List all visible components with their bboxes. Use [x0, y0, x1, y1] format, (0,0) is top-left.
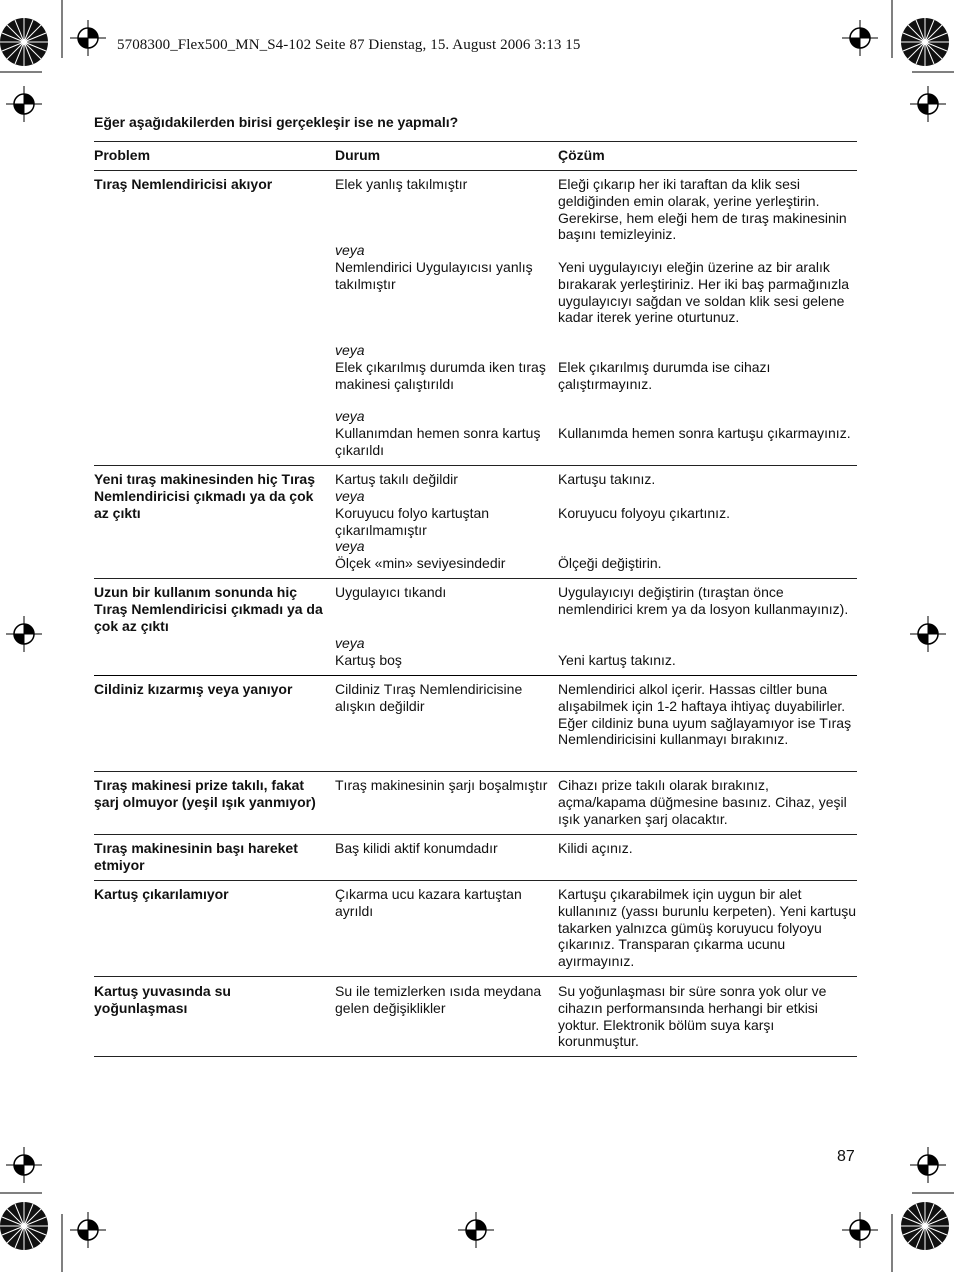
column-header-durum: Durum — [335, 147, 381, 163]
cozum-cell: Koruyucu folyoyu çıkartınız. — [558, 505, 730, 521]
table-rule — [94, 976, 857, 977]
durum-cell: Uygulayıcı tıkandı — [335, 584, 447, 600]
crosshair-mark — [70, 1212, 106, 1248]
cozum-cell: Kartuşu çıkarabilmek için uygun bir alet kullanınız (yassı burunlu kerpeten). Yeni kartuşu takarken yalnızca gümüş koruyucu folyoyu çıkarınız. Transparan çıkarma ucunu ayırmayınız. — [558, 886, 857, 970]
problem-cell: Kartuş yuvasında su yoğunlaşması — [94, 983, 231, 1016]
cozum-cell: Kullanımda hemen sonra kartuşu çıkarmayınız. — [558, 425, 851, 441]
registration-star-mark — [901, 1202, 949, 1250]
crosshair-mark — [910, 86, 946, 122]
column-header-problem: Problem — [94, 147, 151, 163]
table-rule — [94, 1056, 857, 1057]
cozum-cell: Kartuşu takınız. — [558, 471, 656, 487]
print-header: 5708300_Flex500_MN_S4-102 Seite 87 Dienstag, 15. August 2006 3:13 15 — [117, 37, 581, 53]
registration-star-mark — [901, 18, 949, 66]
veya-label: veya — [335, 242, 365, 258]
durum-cell: Kartuş boş — [335, 652, 402, 668]
crosshair-mark — [842, 1212, 878, 1248]
table-rule — [94, 578, 857, 579]
cozum-cell: Cihazı prize takılı olarak bırakınız, açma/kapama düğmesine basınız. Cihaz, yeşil ışık yanarken şarj olacaktır. — [558, 777, 847, 827]
cozum-cell: Yeni uygulayıcıyı eleğin üzerine az bir aralık bırakarak yerleştiriniz. Her iki baş parmağınızla uygulayıcıyı sağdan ve soldan klik sesi gelene kadar iterek yerine oturtunuz. — [558, 259, 849, 326]
durum-cell: Ölçek «min» seviyesindedir — [335, 555, 506, 571]
registration-star-mark — [0, 18, 48, 66]
column-header-cozum: Çözüm — [558, 147, 605, 163]
cozum-cell: Uygulayıcıyı değiştirin (tıraştan önce nemlendirici krem ya da losyon kullanmayınız). — [558, 584, 849, 617]
cozum-cell: Yeni kartuş takınız. — [558, 652, 676, 668]
crosshair-mark — [70, 20, 106, 56]
table-rule — [94, 675, 857, 676]
problem-cell: Tıraş makinesinin başı hareket etmiyor — [94, 840, 298, 873]
problem-cell: Kartuş çıkarılamıyor — [94, 886, 229, 902]
cozum-cell: Su yoğunlaşması bir süre sonra yok olur ve cihazın performansında herhangi bir etkisi yoktur. Elektronik bölüm suya karşı korunmuştur. — [558, 983, 827, 1050]
problem-cell: Tıraş Nemlendiricisi akıyor — [94, 176, 273, 192]
cozum-cell: Elek çıkarılmış durumda ise cihazı çalıştırmayınız. — [558, 359, 771, 392]
table-rule — [94, 880, 857, 881]
durum-cell: Çıkarma ucu kazara kartuştan ayrıldı — [335, 886, 522, 919]
veya-label: veya — [335, 488, 365, 504]
page-heading: Eğer aşağıdakilerden birisi gerçekleşir ise ne yapmalı? — [94, 114, 459, 130]
page-number: 87 — [837, 1148, 855, 1165]
crosshair-mark — [910, 1147, 946, 1183]
crosshair-mark — [910, 616, 946, 652]
table-rule — [94, 465, 857, 466]
durum-cell: Elek çıkarılmış durumda iken tıraş makinesi çalıştırıldı — [335, 359, 546, 392]
veya-label: veya — [335, 408, 365, 424]
durum-cell: Baş kilidi aktif konumdadır — [335, 840, 498, 856]
durum-cell: Kullanımdan hemen sonra kartuş çıkarıldı — [335, 425, 541, 458]
veya-label: veya — [335, 635, 365, 651]
problem-cell: Tıraş makinesi prize takılı, fakat şarj olmuyor (yeşil ışık yanmıyor) — [94, 777, 316, 810]
table-rule — [94, 771, 857, 772]
cozum-cell: Kilidi açınız. — [558, 840, 633, 856]
durum-cell: Koruyucu folyo kartuştan çıkarılmamıştır — [335, 505, 490, 538]
crosshair-mark — [6, 1147, 42, 1183]
veya-label: veya — [335, 538, 365, 554]
problem-cell: Yeni tıraş makinesinden hiç Tıraş Nemlendiricisi çıkmadı ya da çok az çıktı — [94, 471, 315, 521]
crosshair-mark — [6, 616, 42, 652]
durum-cell: Nemlendirici Uygulayıcısı yanlış takılmıştır — [335, 259, 533, 292]
durum-cell: Su ile temizlerken ısıda meydana gelen değişiklikler — [335, 983, 542, 1016]
durum-cell: Kartuş takılı değildir — [335, 471, 458, 487]
table-rule — [94, 834, 857, 835]
table-rule — [94, 141, 857, 142]
registration-star-mark — [0, 1202, 48, 1250]
crosshair-mark — [6, 86, 42, 122]
cozum-cell: Eleği çıkarıp her iki taraftan da klik sesi geldiğinden emin olarak, yerine yerleştirin. Gerekirse, hem eleği hem de tıraş makinesinin başını temizleyiniz. — [558, 176, 847, 243]
durum-cell: Cildiniz Tıraş Nemlendiricisine alışkın değildir — [335, 681, 523, 714]
cozum-cell: Ölçeği değiştirin. — [558, 555, 662, 571]
durum-cell: Tıraş makinesinin şarjı boşalmıştır — [335, 777, 548, 793]
cozum-cell: Nemlendirici alkol içerir. Hassas ciltler buna alışabilmek için 1-2 haftaya ihtiyaç duyabilirler. Eğer cildiniz buna uyum sağlayamıyor ise Tıraş Nemlendiricisini kullanmayı bırakınız. — [558, 681, 852, 748]
durum-cell: Elek yanlış takılmıştır — [335, 176, 468, 192]
problem-cell: Uzun bir kullanım sonunda hiç Tıraş Nemlendiricisi çıkmadı ya da çok az çıktı — [94, 584, 323, 634]
crosshair-mark — [458, 1212, 494, 1248]
veya-label: veya — [335, 342, 365, 358]
table-rule — [94, 170, 857, 171]
problem-cell: Cildiniz kızarmış veya yanıyor — [94, 681, 293, 697]
crosshair-mark — [842, 20, 878, 56]
